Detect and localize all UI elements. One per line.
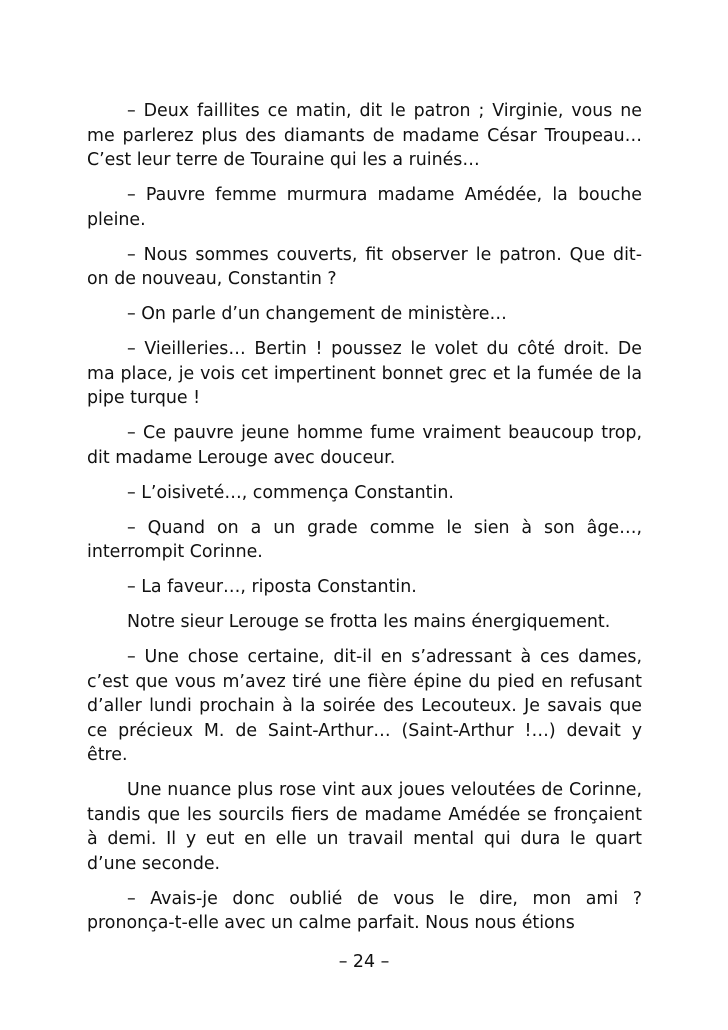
paragraph: – L’oisiveté…, commença Constantin.	[127, 482, 454, 503]
paragraph: – Une chose certaine, dit-il en s’adressant à ces dames, c’est que vous m’avez tiré une fière épine du pied en refusant d’aller lundi prochain à la soirée des Lecouteux. Je savais que ce précieux M. de Saint-Arthur… (Saint-Arthur !…) devait y être.	[87, 647, 642, 765]
paragraph: – Pauvre femme murmura madame Amédée, la bouche pleine.	[87, 185, 642, 230]
page-number: – 24 –	[338, 952, 390, 972]
paragraph: Notre sieur Lerouge se frotta les mains énergiquement.	[127, 612, 611, 632]
paragraph: – Nous sommes couverts, fit observer le patron. Que dit-on de nouveau, Constantin ?	[87, 244, 642, 289]
page-body	[87, 99, 642, 946]
paragraph: – Quand on a un grade comme le sien à son âge…, interrompit Corinne.	[87, 517, 642, 562]
paragraph: – Avais-je donc oublié de vous le dire, mon ami ? prononça-t-elle avec un calme parfait. Nous nous étions	[87, 888, 642, 933]
paragraph: Une nuance plus rose vint aux joues veloutées de Corinne, tandis que les sourcils fiers de madame Amédée se fronçaient à demi. Il y eut en elle un travail mental qui dura le quart d’une seconde.	[87, 780, 642, 874]
paragraph: – La faveur…, riposta Constantin.	[127, 577, 417, 597]
paragraph: – On parle d’un changement de ministère…	[127, 304, 507, 324]
paragraph: – Deux faillites ce matin, dit le patron ; Virginie, vous ne me parlerez plus des diamants de madame César Troupeau… C’est leur terre de Touraine qui les a ruinés…	[87, 101, 642, 170]
paragraph: – Ce pauvre jeune homme fume vraiment beaucoup trop, dit madame Lerouge avec douceur.	[87, 423, 642, 468]
paragraph: – Vieilleries… Bertin ! poussez le volet du côté droit. De ma place, je vois cet impertinent bonnet grec et la fumée de la pipe turque !	[87, 339, 642, 408]
